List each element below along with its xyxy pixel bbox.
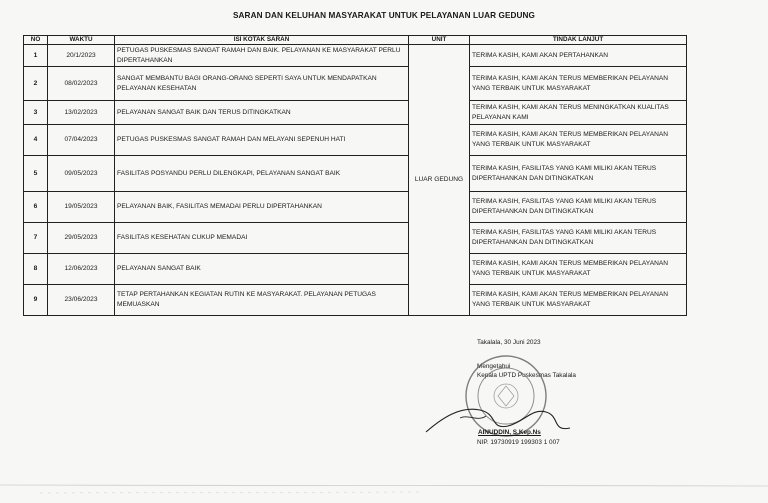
table-header-row bbox=[24, 36, 687, 45]
cell-waktu: 23/06/2023 bbox=[48, 285, 115, 316]
cell-saran: FASILITAS POSYANDU PERLU DILENGKAPI, PELAYANAN SANGAT BAIK bbox=[115, 156, 409, 192]
cell-no: 9 bbox=[24, 285, 48, 316]
cell-saran: SANGAT MEMBANTU BAGI ORANG-ORANG SEPERTI SAYA UNTUK MENDAPATKAN PELAYANAN KESEHATAN bbox=[115, 67, 409, 101]
cell-saran: TETAP PERTAHANKAN KEGIATAN RUTIN KE MASYARAKAT. PELAYANAN PETUGAS MEMUASKAN bbox=[115, 285, 409, 316]
cell-waktu: 19/05/2023 bbox=[48, 192, 115, 223]
cell-tindak: TERIMA KASIH, FASILITAS YANG KAMI MILIKI AKAN TERUS DIPERTAHANKAN DAN DITINGKATKAN bbox=[470, 156, 687, 192]
cell-tindak: TERIMA KASIH, FASILITAS YANG KAMI MILIKI AKAN TERUS DIPERTAHANKAN DAN DITINGKATKAN bbox=[470, 223, 687, 254]
cell-saran: FASILITAS KESEHATAN CUKUP MEMADAI bbox=[115, 223, 409, 254]
signature-mengetahui: Mengetahui bbox=[477, 363, 511, 370]
signature-nip: NIP. 19730919 199303 1 007 bbox=[477, 439, 560, 446]
header-unit: UNIT bbox=[409, 36, 470, 45]
signature-name: AINUDDIN, S.Kep.Ns bbox=[478, 429, 541, 436]
cell-tindak: TERIMA KASIH, FASILITAS YANG KAMI MILIKI AKAN TERUS DIPERTAHANKAN DAN DITINGKATKAN bbox=[470, 192, 687, 223]
cell-tindak: TERIMA KASIH, KAMI AKAN TERUS MENINGKATKAN KUALITAS PELAYANAN KAMI bbox=[470, 101, 687, 125]
table-row bbox=[24, 254, 687, 285]
cell-waktu: 20/1/2023 bbox=[48, 45, 115, 67]
cell-waktu: 07/04/2023 bbox=[48, 125, 115, 156]
cell-no: 2 bbox=[24, 67, 48, 101]
table-row bbox=[24, 101, 687, 125]
cell-saran: PELAYANAN BAIK, FASILITAS MEMADAI PERLU DIPERTAHANKAN bbox=[115, 192, 409, 223]
cell-no: 3 bbox=[24, 101, 48, 125]
signature-place-date: Takalala, 30 Juni 2023 bbox=[477, 339, 541, 346]
table-row bbox=[24, 45, 687, 67]
cell-waktu: 09/05/2023 bbox=[48, 156, 115, 192]
cell-no: 4 bbox=[24, 125, 48, 156]
table-row bbox=[24, 125, 687, 156]
cell-tindak: TERIMA KASIH, KAMI AKAN TERUS MEMBERIKAN PELAYANAN YANG TERBAIK UNTUK MASYARAKAT bbox=[470, 254, 687, 285]
cell-no: 7 bbox=[24, 223, 48, 254]
cell-no: 5 bbox=[24, 156, 48, 192]
cell-saran: PETUGAS PUSKESMAS SANGAT RAMAH DAN MELAYANI SEPENUH HATI bbox=[115, 125, 409, 156]
table-row bbox=[24, 285, 687, 316]
cell-no: 6 bbox=[24, 192, 48, 223]
table-row bbox=[24, 223, 687, 254]
header-tindak: TINDAK LANJUT bbox=[470, 36, 687, 45]
cell-waktu: 12/06/2023 bbox=[48, 254, 115, 285]
cell-waktu: 13/02/2023 bbox=[48, 101, 115, 125]
cell-tindak: TERIMA KASIH, KAMI AKAN TERUS MEMBERIKAN PELAYANAN YANG TERBAIK UNTUK MASYARAKAT bbox=[470, 125, 687, 156]
table-row bbox=[24, 156, 687, 192]
signature-position: Kepala UPTD Puskesmas Takalala bbox=[477, 372, 576, 379]
header-waktu: WAKTU bbox=[48, 36, 115, 45]
cell-tindak: TERIMA KASIH, KAMI AKAN TERUS MEMBERIKAN PELAYANAN YANG TERBAIK UNTUK MASYARAKAT bbox=[470, 285, 687, 316]
table-row bbox=[24, 192, 687, 223]
table-row bbox=[24, 67, 687, 101]
cell-no: 8 bbox=[24, 254, 48, 285]
cell-saran: PELAYANAN SANGAT BAIK DAN TERUS DITINGKATKAN bbox=[115, 101, 409, 125]
scan-edge-noise bbox=[0, 455, 768, 503]
cell-waktu: 29/05/2023 bbox=[48, 223, 115, 254]
cell-saran: PETUGAS PUSKESMAS SANGAT RAMAH DAN BAIK. PELAYANAN KE MASYARAKAT PERLU DIPERTAHANKAN bbox=[115, 45, 409, 67]
cell-no: 1 bbox=[24, 45, 48, 67]
cell-waktu: 08/02/2023 bbox=[48, 67, 115, 101]
cell-unit: LUAR GEDUNG bbox=[409, 45, 470, 316]
cell-saran: PELAYANAN SANGAT BAIK bbox=[115, 254, 409, 285]
cell-tindak: TERIMA KASIH, KAMI AKAN PERTAHANKAN bbox=[470, 45, 687, 67]
document-title: SARAN DAN KELUHAN MASYARAKAT UNTUK PELAYANAN LUAR GEDUNG bbox=[232, 11, 536, 20]
cell-tindak: TERIMA KASIH, KAMI AKAN TERUS MEMBERIKAN PELAYANAN YANG TERBAIK UNTUK MASYARAKAT bbox=[470, 67, 687, 101]
complaints-table bbox=[23, 35, 687, 316]
header-no: NO bbox=[24, 36, 48, 45]
header-isi: ISI KOTAK SARAN bbox=[115, 36, 409, 45]
